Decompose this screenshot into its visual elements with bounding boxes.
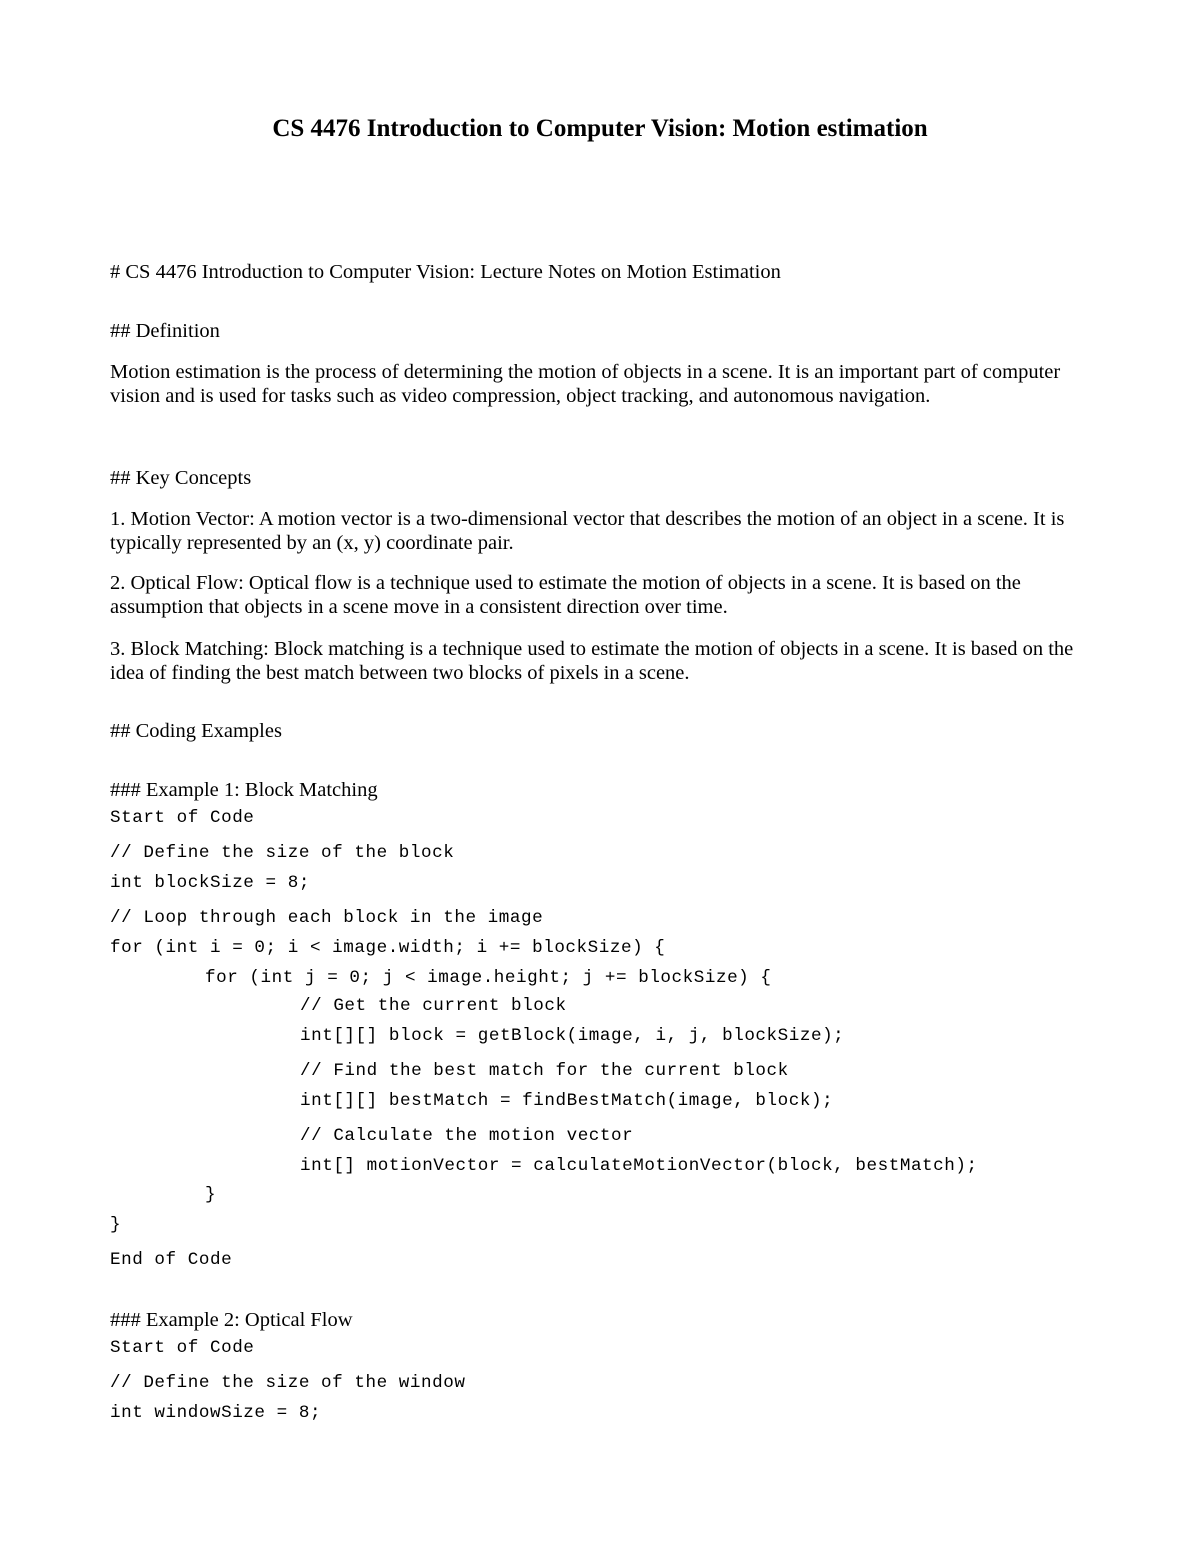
example2-heading: ### Example 2: Optical Flow bbox=[110, 1309, 353, 1331]
code-line: // Loop through each block in the image bbox=[110, 908, 544, 928]
lecture-notes-heading: # CS 4476 Introduction to Computer Vision: Lecture Notes on Motion Estimation bbox=[110, 261, 781, 283]
code-line: // Find the best match for the current block bbox=[300, 1061, 789, 1081]
code-line: int blockSize = 8; bbox=[110, 873, 310, 893]
code-line: // Define the size of the window bbox=[110, 1373, 466, 1393]
definition-heading: ## Definition bbox=[110, 320, 220, 342]
code-line: // Define the size of the block bbox=[110, 843, 455, 863]
code-line: } bbox=[205, 1185, 217, 1205]
code-line: for (int i = 0; i < image.width; i += blockSize) { bbox=[110, 938, 666, 958]
example1-end-marker: End of Code bbox=[110, 1250, 233, 1270]
code-line: } bbox=[110, 1215, 122, 1235]
code-line: int[][] bestMatch = findBestMatch(image, block); bbox=[300, 1091, 834, 1111]
definition-paragraph: Motion estimation is the process of determining the motion of objects in a scene. It is an important part of computer vision and is used for tasks such as video compression, object tracking, and autonomous navigation. bbox=[110, 361, 1061, 407]
code-line: int[] motionVector = calculateMotionVector(block, bestMatch); bbox=[300, 1156, 978, 1176]
key-concept-motion-vector: 1. Motion Vector: A motion vector is a two-dimensional vector that describes the motion of an object in a scene. It is typically represented by an (x, y) coordinate pair. bbox=[110, 508, 1065, 554]
key-concept-block-matching: 3. Block Matching: Block matching is a technique used to estimate the motion of objects in a scene. It is based on the idea of finding the best match between two blocks of pixels in a scene. bbox=[110, 638, 1074, 684]
example2-start-marker: Start of Code bbox=[110, 1338, 255, 1358]
key-concept-optical-flow: 2. Optical Flow: Optical flow is a technique used to estimate the motion of objects in a scene. It is based on the assumption that objects in a scene move in a consistent direction over time. bbox=[110, 572, 1021, 618]
example1-heading: ### Example 1: Block Matching bbox=[110, 779, 378, 801]
code-line: // Calculate the motion vector bbox=[300, 1126, 634, 1146]
code-line: for (int j = 0; j < image.height; j += blockSize) { bbox=[205, 968, 772, 988]
document-title: CS 4476 Introduction to Computer Vision: Motion estimation bbox=[272, 115, 928, 142]
coding-examples-heading: ## Coding Examples bbox=[110, 720, 282, 742]
code-line: int[][] block = getBlock(image, i, j, blockSize); bbox=[300, 1026, 845, 1046]
example1-start-marker: Start of Code bbox=[110, 808, 255, 828]
code-line: // Get the current block bbox=[300, 996, 567, 1016]
key-concepts-heading: ## Key Concepts bbox=[110, 467, 252, 489]
code-line: int windowSize = 8; bbox=[110, 1403, 322, 1423]
